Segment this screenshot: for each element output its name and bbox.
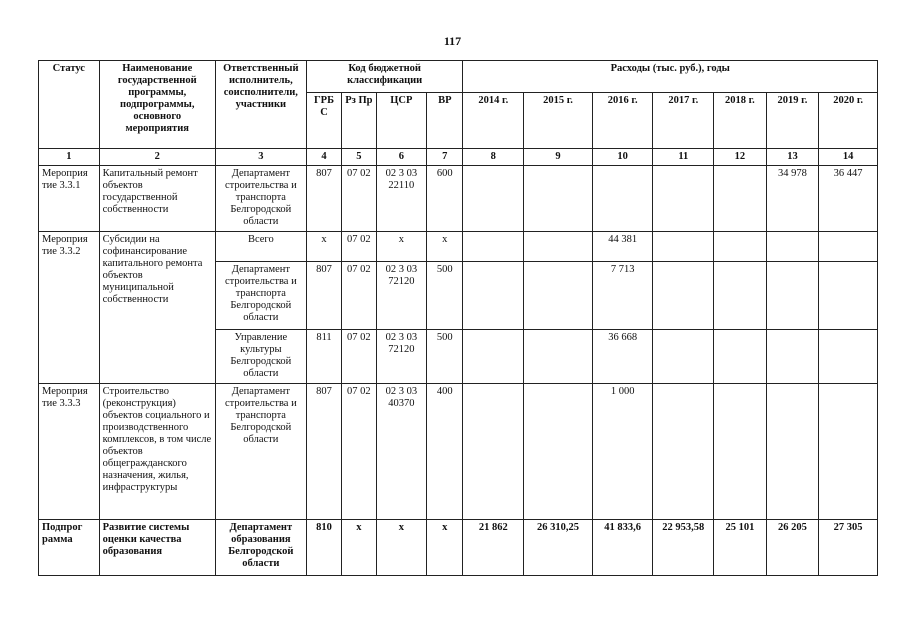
column-number: 2 [99,149,215,166]
header-year: 2014 г. [463,93,524,149]
cell-2020: 36 447 [819,166,878,232]
cell-csr: 02 3 03 40370 [376,384,427,520]
cell-2014 [463,232,524,262]
header-rzpr: Рз Пр [342,93,376,149]
cell-grbs: 807 [306,384,341,520]
cell-2016: 41 833,6 [592,520,653,576]
column-number: 4 [306,149,341,166]
header-year: 2019 г. [766,93,819,149]
header-csr: ЦСР [376,93,427,149]
row-status: Подпрог рамма [39,520,100,576]
cell-grbs: 807 [306,166,341,232]
cell-rzpr: 07 02 [342,166,376,232]
column-number: 11 [653,149,714,166]
header-year: 2015 г. [524,93,593,149]
cell-vr: 600 [427,166,463,232]
table-row [39,384,878,520]
row-name: Развитие системы оценки качества образования [99,520,215,576]
cell-2015 [524,166,593,232]
cell-csr: 02 3 03 72120 [376,330,427,384]
cell-2018 [714,384,767,520]
column-number: 14 [819,149,878,166]
row-name: Капитальный ремонт объектов государственной собственности [99,166,215,232]
table-row [39,232,878,262]
cell-vr: х [427,232,463,262]
row-name: Субсидии на софинансирование капитального ремонта объектов муниципальной собственности [99,232,215,384]
header-year: 2020 г. [819,93,878,149]
cell-2019 [766,232,819,262]
cell-2014 [463,330,524,384]
cell-2020 [819,262,878,330]
cell-2016: 36 668 [592,330,653,384]
table-row [39,166,878,232]
cell-csr: х [376,520,427,576]
cell-2018: 25 101 [714,520,767,576]
header-year: 2018 г. [714,93,767,149]
cell-2015 [524,330,593,384]
cell-2016 [592,166,653,232]
column-number: 3 [215,149,306,166]
cell-2019 [766,384,819,520]
cell-2016: 1 000 [592,384,653,520]
row-status: Мероприя тие 3.3.2 [39,232,100,384]
cell-2014 [463,384,524,520]
cell-2017 [653,330,714,384]
cell-2017 [653,232,714,262]
cell-2015 [524,262,593,330]
cell-2014 [463,262,524,330]
header-year: 2016 г. [592,93,653,149]
table-row [39,520,878,576]
cell-2015 [524,232,593,262]
cell-grbs: 810 [306,520,341,576]
cell-2017 [653,262,714,330]
cell-2020 [819,384,878,520]
cell-2015 [524,384,593,520]
row-status: Мероприя тие 3.3.3 [39,384,100,520]
cell-csr: 02 3 03 22110 [376,166,427,232]
cell-rzpr: 07 02 [342,384,376,520]
cell-grbs: 807 [306,262,341,330]
column-number: 12 [714,149,767,166]
cell-vr: 400 [427,384,463,520]
header-year: 2017 г. [653,93,714,149]
cell-2017 [653,384,714,520]
cell-2020 [819,330,878,384]
page-number: 117 [443,34,462,48]
cell-2019 [766,262,819,330]
cell-csr: х [376,232,427,262]
header-expenses: Расходы (тыс. руб.), годы [463,61,878,93]
column-number: 10 [592,149,653,166]
cell-2016: 7 713 [592,262,653,330]
cell-2019 [766,330,819,384]
cell-2014 [463,166,524,232]
cell-2018 [714,232,767,262]
column-number: 6 [376,149,427,166]
cell-vr: х [427,520,463,576]
cell-rzpr: 07 02 [342,330,376,384]
header-grbs: ГРБ С [306,93,341,149]
row-status: Мероприя тие 3.3.1 [39,166,100,232]
row-executor: Департамент образования Белгородской области [215,520,306,576]
cell-2019: 34 978 [766,166,819,232]
column-number: 13 [766,149,819,166]
header-status: Статус [39,61,100,149]
table-header [39,61,878,166]
cell-2020: 27 305 [819,520,878,576]
row-executor: Департамент строительства и транспорта Белгородской области [215,166,306,232]
column-number-row [39,149,878,166]
row-executor: Всего [215,232,306,262]
cell-2018 [714,166,767,232]
cell-rzpr: 07 02 [342,262,376,330]
cell-vr: 500 [427,330,463,384]
cell-2017: 22 953,58 [653,520,714,576]
cell-2015: 26 310,25 [524,520,593,576]
column-number: 8 [463,149,524,166]
column-number: 5 [342,149,376,166]
column-number: 9 [524,149,593,166]
cell-rzpr: х [342,520,376,576]
header-vr: ВР [427,93,463,149]
cell-grbs: 811 [306,330,341,384]
header-budget-code: Код бюджетной классификации [306,61,463,93]
cell-rzpr: 07 02 [342,232,376,262]
cell-grbs: х [306,232,341,262]
header-executor: Ответственный исполнитель, соисполнители, участники [215,61,306,149]
header-program-name: Наименование государственной программы, подпрограммы, основного мероприятия [99,61,215,149]
cell-2020 [819,232,878,262]
row-executor: Управление культуры Белгородской области [215,330,306,384]
row-executor: Департамент строительства и транспорта Белгородской области [215,384,306,520]
row-name: Строительство (реконструкция) объектов социального и производственного комплексов, в том числе объектов общегражданского назначения, жилья, инфраструктуры [99,384,215,520]
cell-vr: 500 [427,262,463,330]
row-executor: Департамент строительства и транспорта Белгородской области [215,262,306,330]
column-number: 7 [427,149,463,166]
budget-table [38,60,878,576]
column-number: 1 [39,149,100,166]
cell-2016: 44 381 [592,232,653,262]
cell-2018 [714,262,767,330]
cell-csr: 02 3 03 72120 [376,262,427,330]
cell-2019: 26 205 [766,520,819,576]
cell-2014: 21 862 [463,520,524,576]
cell-2017 [653,166,714,232]
cell-2018 [714,330,767,384]
